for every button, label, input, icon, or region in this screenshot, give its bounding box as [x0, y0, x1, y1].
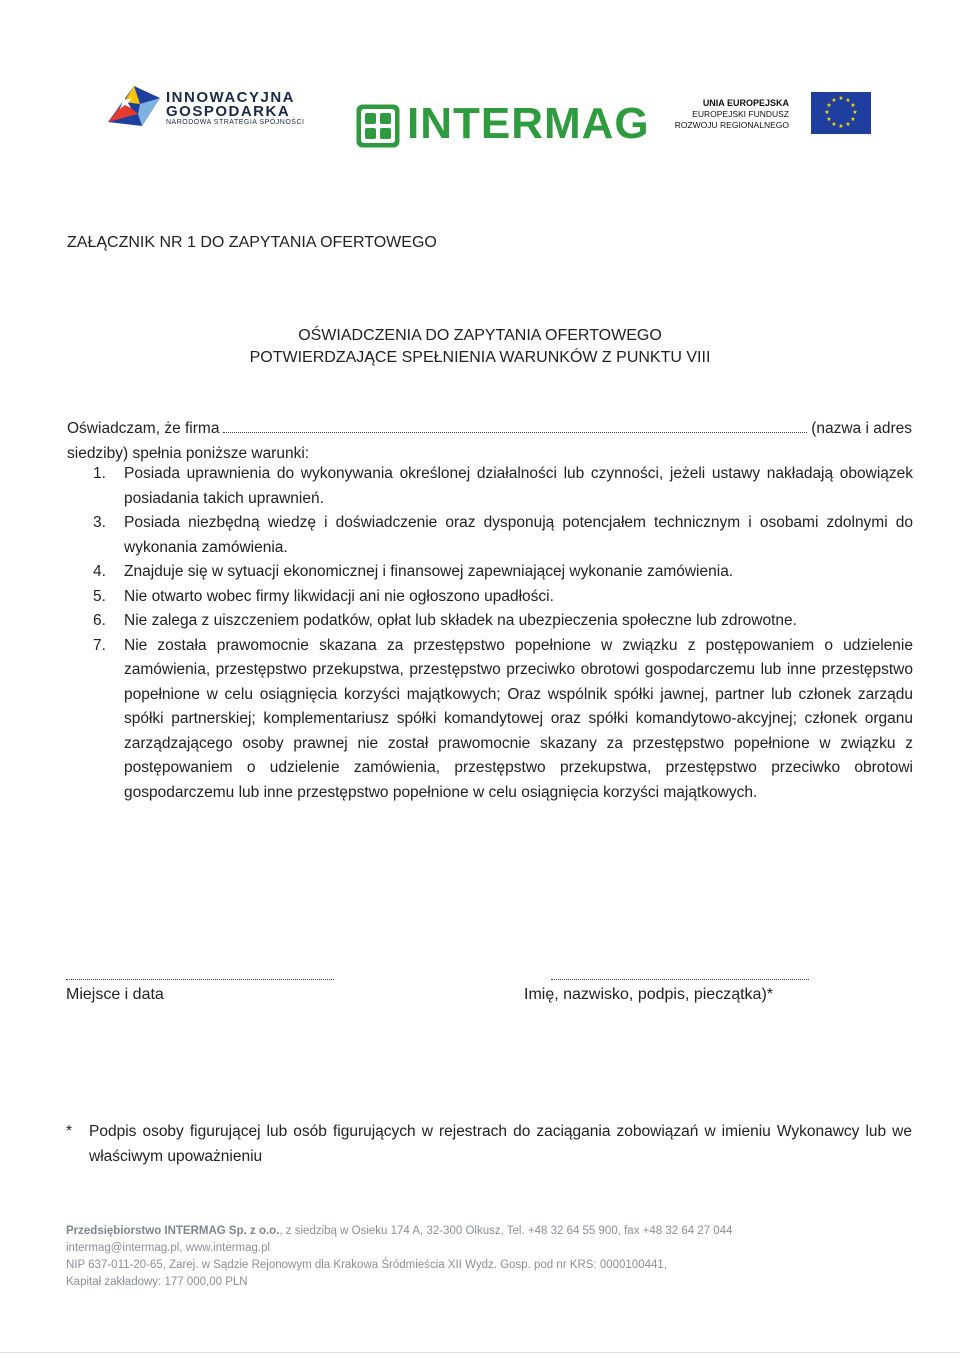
list-item-text: Posiada niezbędną wiedzę i doświadczenie oraz dysponują potencjałem technicznym i osobami zdolnymi do wykonania zamówienia.: [124, 514, 913, 556]
svg-text:★: ★: [845, 97, 851, 104]
svg-text:★: ★: [850, 102, 856, 109]
list-item-text: Nie została prawomocnie skazana za przestępstwo popełnione w związku z postępowaniem o udzielenie zamówienia, przestępstwo przekupstwa, przestępstwo przeciwko obrotowi gospodarczemu lub inne przestępstwo popełnione w celu osiągnięcia korzyści majątkowych; Oraz wspólnik spółki jawnej, partner lub członek zarządu spółki partnerskiej; komplementariusz spółki komandytowej oraz spółki komandytowo-akcyjnej; członek organu zarządzającego osoby prawnej nie został prawomocnie skazany za przestępstwo popełnione w związku z postępowaniem o udzielenie zamówienia, przestępstwo przekupstwa, przestępstwo przeciwko obrotowi gospodarczemu lub inne przestępstwo popełnione w celu osiągnięcia korzyści majątkowych.: [124, 636, 913, 801]
company-footer: [66, 1223, 926, 1291]
conditions-list: [93, 462, 913, 805]
list-item-number: 7.: [93, 636, 106, 654]
list-item-number: 5.: [93, 587, 106, 605]
intro-line2: siedziby) spełnia poniższe warunki:: [67, 444, 310, 462]
svg-text:★: ★: [824, 109, 830, 116]
intro-line1: [67, 417, 912, 442]
svg-text:★: ★: [826, 102, 832, 109]
list-item: [93, 462, 913, 511]
eu-flag-icon: [811, 92, 871, 134]
footer-line1: [66, 1223, 926, 1240]
svg-text:★: ★: [826, 116, 832, 123]
declaration-title-line1: OŚWIADCZENIA DO ZAPYTANIA OFERTOWEGO: [298, 327, 662, 344]
list-item-text: Posiada uprawnienia do wykonywania określonej działalności lub czynności, jeżeli ustawy nakładają obowiązek posiadania takich uprawnień.: [124, 465, 913, 507]
ig-line2: GOSPODARKA: [166, 103, 291, 120]
svg-text:★: ★: [838, 95, 844, 102]
intermag-logo: [355, 99, 650, 153]
list-item: [93, 560, 913, 585]
intro-statement: [67, 417, 912, 466]
eu-text-block: [675, 98, 789, 131]
intermag-wordmark: INTERMAG: [407, 99, 650, 148]
list-item: [93, 585, 913, 610]
list-item: [93, 609, 913, 634]
ig-line3: NARODOWA STRATEGIA SPÓJNOŚCI: [166, 119, 305, 126]
list-item-text: Nie zalega z uiszczeniem podatków, opłat lub składek na ubezpieczenia społeczne lub zdrowotne.: [124, 612, 797, 629]
svg-text:★: ★: [845, 121, 851, 128]
footer-line3: NIP 637-011-20-65, Zarej. w Sądzie Rejonowym dla Krakowa Śródmieścia XII Wydz. Gosp. pod nr KRS: 0000100441,: [66, 1259, 667, 1271]
footnote: [66, 1120, 912, 1169]
declaration-title: [0, 325, 960, 369]
page-bottom-divider: [0, 1352, 960, 1353]
svg-text:★: ★: [852, 109, 858, 116]
footnote-text: Podpis osoby figurującej lub osób figurujących w rejestrach do zaciągania zobowiązań w imieniu Wykonawcy lub we właściwym upoważnieniu: [89, 1123, 912, 1165]
ig-emblem-icon: [104, 84, 164, 128]
svg-text:★: ★: [831, 121, 837, 128]
intermag-emblem-icon: [355, 103, 401, 149]
eu-line1: UNIA EUROPEJSKA: [702, 98, 789, 108]
place-date-label: Miejsce i data: [66, 986, 164, 1003]
innowacyjna-gospodarka-logo: [104, 84, 304, 128]
name-signature-label: Imię, nazwisko, podpis, pieczątka)*: [524, 986, 773, 1003]
list-item-number: 1.: [93, 465, 106, 482]
ig-text-block: [166, 90, 316, 127]
svg-text:★: ★: [850, 116, 856, 123]
svg-text:★: ★: [838, 123, 844, 130]
eu-fund-logo: [650, 92, 875, 138]
list-item-text: Nie otwarto wobec firmy likwidacji ani nie ogłoszono upadłości.: [124, 587, 554, 605]
place-date-signature-line: [66, 977, 334, 980]
list-item-text: Znajduje się w sytuacji ekonomicznej i finansowej zapewniającej wykonanie zamówienia.: [124, 563, 734, 580]
annex-title: ZAŁĄCZNIK NR 1 DO ZAPYTANIA OFERTOWEGO: [67, 234, 437, 251]
name-signature-line: [551, 977, 809, 980]
footer-line2: intermag@intermag.pl, www.intermag.pl: [66, 1242, 271, 1254]
ig-line1: INNOWACYJNA: [166, 89, 296, 106]
list-item-number: 3.: [93, 514, 106, 531]
intro-suffix: (nazwa i adres: [811, 420, 912, 437]
list-item: [93, 511, 913, 560]
intro-prefix: Oświadczam, że firma: [67, 420, 220, 437]
list-item-number: 4.: [93, 563, 106, 580]
company-name: Przedsiębiorstwo INTERMAG Sp. z o.o.: [66, 1225, 280, 1237]
eu-line2: EUROPEJSKI FUNDUSZ: [692, 109, 789, 119]
list-item-number: 6.: [93, 612, 106, 629]
company-address: , z siedzibą w Osieku 174 A, 32-300 Olkusz, Tel. +48 32 64 55 900, fax +48 32 64 27 044: [279, 1225, 733, 1237]
declaration-title-line2: POTWIERDZAJĄCE SPEŁNIENIA WARUNKÓW Z PUNKTU VIII: [249, 349, 711, 366]
eu-line3: ROZWOJU REGIONALNEGO: [674, 120, 789, 130]
company-name-blank: [223, 418, 807, 433]
svg-text:★: ★: [831, 97, 837, 104]
footnote-marker: *: [66, 1123, 73, 1140]
footer-line4: Kapitał zakładowy: 177 000,00 PLN: [66, 1276, 248, 1288]
list-item: [93, 634, 913, 806]
